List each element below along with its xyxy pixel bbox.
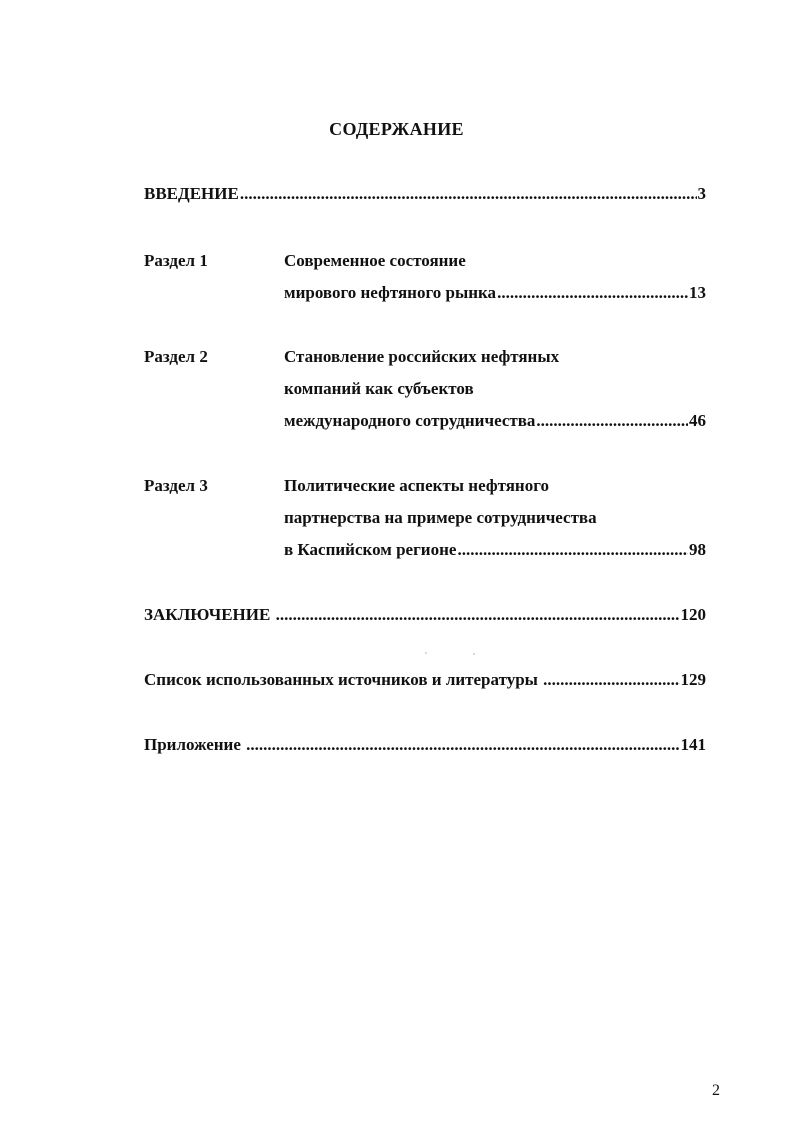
toc-entry-page: 3	[697, 184, 706, 203]
toc-leader-dots	[536, 410, 688, 432]
toc-section-label-2: Раздел 2	[144, 347, 208, 366]
toc-entry-page: 98	[689, 540, 706, 559]
toc-entry-section-3-line-2: партнерства на примере сотрудничества	[284, 508, 597, 527]
toc-entry-section-1-line-1: Современное состояние	[284, 251, 466, 270]
toc-entry-section-2-line-1: Становление российских нефтяных	[284, 347, 560, 366]
toc-entry-title: ВВЕДЕНИЕ	[144, 184, 239, 203]
toc-entry-title: мирового нефтяного рынка	[284, 283, 497, 302]
toc-leader-dots	[543, 669, 679, 691]
toc-section-label-1: Раздел 1	[144, 251, 208, 270]
scan-speck	[425, 652, 427, 654]
toc-entry-section-2-line-2: компаний как субъектов	[284, 379, 474, 398]
page-title: СОДЕРЖАНИЕ	[329, 119, 464, 139]
toc-entry-introduction	[144, 183, 706, 205]
toc-entry-page: 129	[680, 670, 706, 689]
toc-entry-title: ЗАКЛЮЧЕНИЕ	[144, 605, 275, 624]
toc-entry-title: Приложение	[144, 735, 246, 754]
scan-speck	[473, 653, 475, 655]
toc-entry-references	[144, 669, 706, 691]
toc-leader-dots	[457, 539, 688, 561]
toc-leader-dots	[246, 734, 679, 756]
toc-section-label-3: Раздел 3	[144, 476, 208, 495]
toc-entry-conclusion	[144, 604, 706, 626]
toc-entry-title: Список использованных источников и литературы	[144, 670, 543, 689]
toc-entry-page: 13	[689, 283, 706, 302]
toc-leader-dots	[240, 183, 697, 205]
toc-leader-dots	[276, 604, 680, 626]
toc-entry-appendix	[144, 734, 706, 756]
toc-entry-section-3-line-1: Политические аспекты нефтяного	[284, 476, 550, 495]
toc-entry-section-2-line-3	[284, 410, 706, 432]
toc-entry-section-3-line-3	[284, 539, 706, 561]
toc-entry-section-1-line-2	[284, 282, 706, 304]
toc-leader-dots	[497, 282, 688, 304]
page-number: 2	[712, 1082, 720, 1099]
toc-entry-page: 141	[680, 735, 706, 754]
toc-entry-title: международного сотрудничества	[284, 411, 536, 430]
toc-entry-page: 120	[680, 605, 706, 624]
toc-entry-page: 46	[689, 411, 706, 430]
toc-entry-title: в Каспийском регионе	[284, 540, 457, 559]
